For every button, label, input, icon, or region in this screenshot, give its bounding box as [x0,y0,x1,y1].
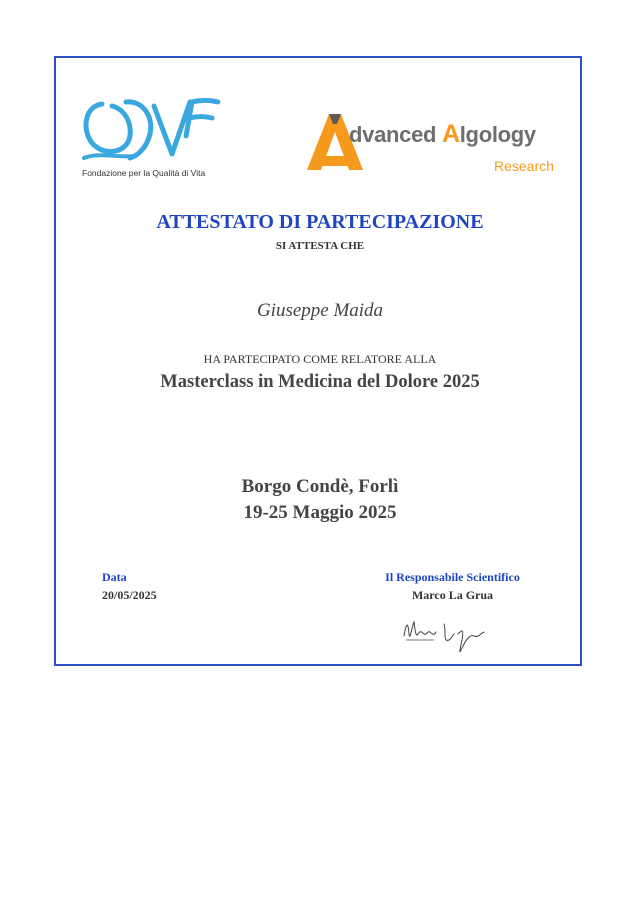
participant-name: Giuseppe Maida [256,300,384,321]
qdv-logo-icon [80,96,230,168]
event-dates: 19-25 Maggio 2025 [243,502,397,523]
date-label: Data [102,570,127,584]
advanced-algology-research: Research [494,158,554,174]
scientific-manager-label: Il Responsabile Scientifico [385,570,520,584]
qdv-logo [80,96,230,186]
advanced-algology-logo [305,112,570,176]
qdv-logo-caption: Fondazione per la Qualità di Vita [82,168,206,178]
signature-icon [400,610,500,658]
certificate-attesta: SI ATTESTA CHE [275,240,365,252]
wordmark-a2: A [441,120,460,148]
course-title: Masterclass in Medicina del Dolore 2025 [160,372,480,392]
participant-role: HA PARTECIPATO COME RELATORE ALLA [203,352,437,366]
event-place: Borgo Condè, Forlì [241,476,399,497]
advanced-algology-wordmark [349,120,536,149]
wordmark-lgology: lgology [459,122,536,147]
certificate-title: ATTESTATO DI PARTECIPAZIONE [156,211,484,233]
scientific-manager-name: Marco La Grua [411,588,494,602]
wordmark-dvanced: dvanced [349,122,442,147]
date-value: 20/05/2025 [102,588,157,602]
